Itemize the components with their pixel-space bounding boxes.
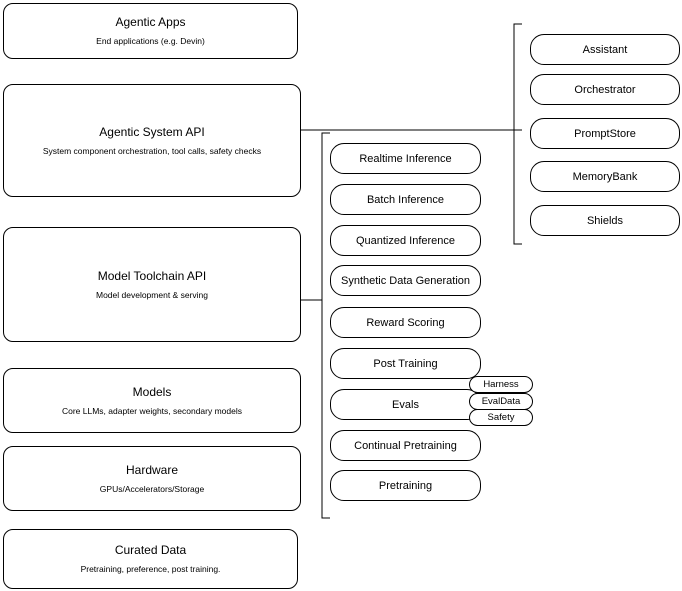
node-subtitle: System component orchestration, tool calls, safety checks	[42, 145, 262, 156]
node-title: Agentic System API	[99, 124, 205, 139]
node-title: Model Toolchain API	[97, 268, 207, 283]
component-label: Pretraining	[378, 479, 433, 492]
component-label: Post Training	[373, 357, 438, 370]
component-safety[interactable]	[469, 409, 533, 426]
node-subtitle: Core LLMs, adapter weights, secondary models	[61, 405, 242, 416]
component-continual-pretraining[interactable]	[330, 430, 481, 461]
component-label: Harness	[483, 379, 519, 390]
component-label: MemoryBank	[572, 170, 638, 183]
node-subtitle: Pretraining, preference, post training.	[80, 564, 221, 574]
component-shields[interactable]	[530, 205, 680, 236]
component-label: Quantized Inference	[355, 234, 456, 247]
component-label: EvalData	[481, 396, 521, 407]
stack-node-agentic-apps[interactable]	[3, 3, 298, 59]
component-label: Orchestrator	[574, 83, 636, 96]
node-subtitle: GPUs/Accelerators/Storage	[99, 483, 205, 494]
component-pretraining[interactable]	[330, 470, 481, 501]
component-evals[interactable]	[330, 389, 481, 420]
component-reward-scoring[interactable]	[330, 307, 481, 338]
component-label: Realtime Inference	[359, 152, 452, 165]
node-title: Curated Data	[114, 543, 187, 557]
component-promptstore[interactable]	[530, 118, 680, 149]
component-orchestrator[interactable]	[530, 74, 680, 105]
component-quantized-inference[interactable]	[330, 225, 481, 256]
stack-node-models[interactable]	[3, 368, 301, 433]
stack-node-model-toolchain-api[interactable]	[3, 227, 301, 342]
component-label: Synthetic Data Generation	[340, 274, 471, 287]
component-label: Safety	[487, 412, 515, 423]
component-batch-inference[interactable]	[330, 184, 481, 215]
component-label: Reward Scoring	[366, 316, 445, 329]
component-label: Batch Inference	[366, 193, 445, 206]
component-post-training[interactable]	[330, 348, 481, 379]
component-harness[interactable]	[469, 376, 533, 393]
stack-node-curated-data[interactable]	[3, 529, 298, 589]
node-subtitle: Model development & serving	[96, 289, 208, 300]
component-label: Shields	[586, 214, 624, 227]
component-synthetic-data-generation[interactable]	[330, 265, 481, 296]
component-assistant[interactable]	[530, 34, 680, 65]
component-label: Evals	[392, 398, 419, 411]
component-label: Assistant	[582, 43, 628, 56]
stack-node-agentic-system-api[interactable]	[3, 84, 301, 197]
component-label: PromptStore	[574, 127, 636, 140]
component-realtime-inference[interactable]	[330, 143, 481, 174]
component-memorybank[interactable]	[530, 161, 680, 192]
component-label: Continual Pretraining	[354, 439, 457, 452]
component-evaldata[interactable]	[469, 393, 533, 410]
node-title: Models	[132, 384, 172, 399]
stack-node-hardware[interactable]	[3, 446, 301, 511]
node-title: Hardware	[125, 462, 179, 477]
node-subtitle: End applications (e.g. Devin)	[96, 36, 205, 46]
node-title: Agentic Apps	[115, 15, 186, 29]
